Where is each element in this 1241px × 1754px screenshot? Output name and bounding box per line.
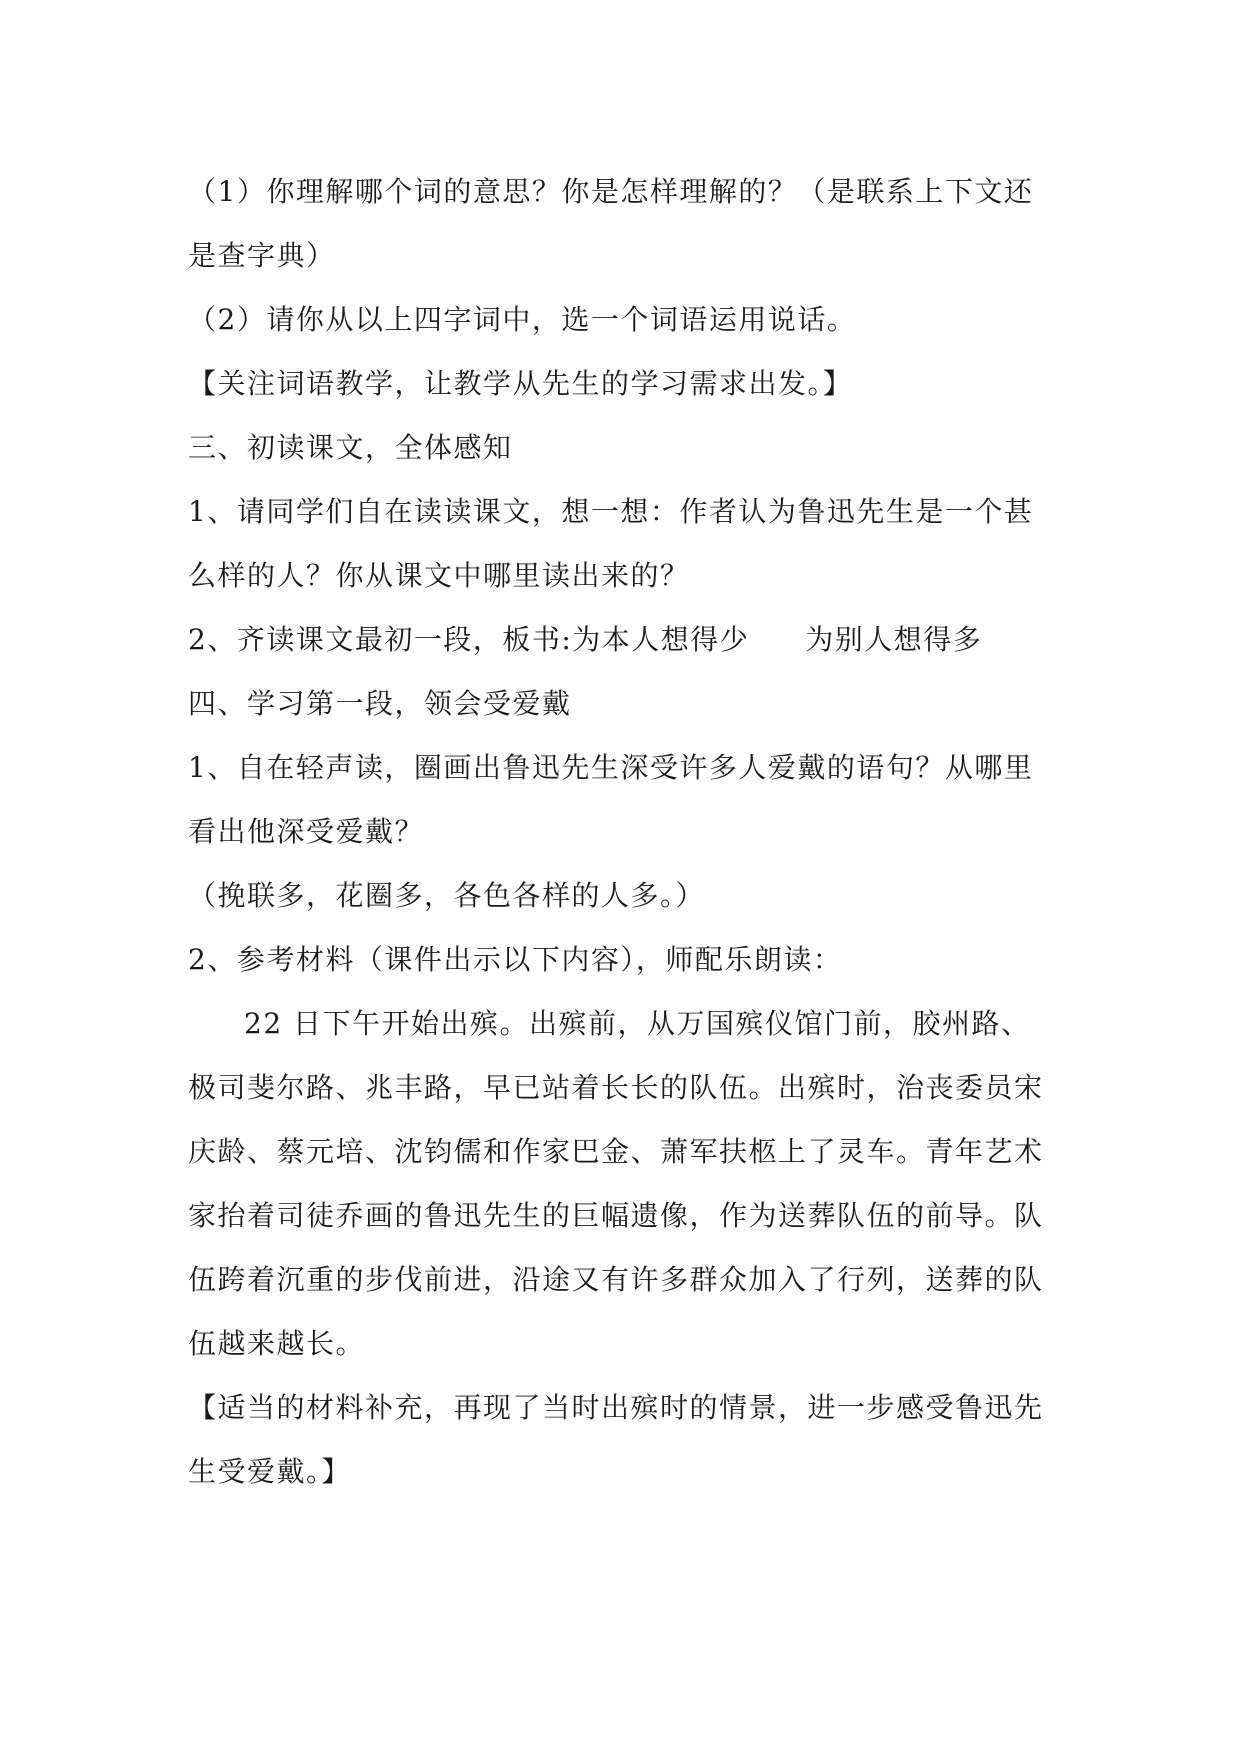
section-4-answer: （挽联多，花圈多，各色各样的人多。） [188, 879, 706, 912]
teaching-note-2-line-1: 【适当的材料补充，再现了当时出殡时的情景，进一步感受鲁迅先 [188, 1391, 1044, 1424]
material-line-4: 家抬着司徒乔画的鲁迅先生的巨幅遗像，作为送葬队伍的前导。队 [188, 1199, 1044, 1232]
question-1-line-2: 是查字典） [188, 239, 336, 272]
section-3-heading: 三、初读课文，全体感知 [188, 431, 513, 464]
question-2: （2）请你从以上四字词中，选一个词语运用说话。 [188, 303, 857, 336]
section-4-item-2: 2、参考材料（课件出示以下内容），师配乐朗读： [188, 943, 843, 976]
blackboard-text-right: 为别人想得多 [805, 623, 983, 656]
section-3-item-1-line-2: 么样的人？你从课文中哪里读出来的？ [188, 559, 690, 592]
section-4-heading: 四、学习第一段，领会受爱戴 [188, 687, 572, 720]
material-line-6: 伍越来越长。 [188, 1327, 366, 1360]
question-1-line-1: （1）你理解哪个词的意思？你是怎样理解的？（是联系上下文还 [188, 175, 1034, 208]
section-4-item-1-line-2: 看出他深受爱戴？ [188, 815, 425, 848]
material-line-3: 庆龄、蔡元培、沈钧儒和作家巴金、萧军扶柩上了灵车。青年艺术 [188, 1135, 1044, 1168]
document-body [188, 160, 1058, 1504]
section-3-item-2 [188, 608, 1058, 672]
section-4-item-1-line-1: 1、自在轻声读，圈画出鲁迅先生深受许多人爱戴的语句？从哪里 [188, 751, 1034, 784]
material-line-1: 22 日下午开始出殡。出殡前，从万国殡仪馆门前，胶州路、 [244, 1007, 1031, 1040]
teaching-note-1: 【关注词语教学，让教学从先生的学习需求出发。】 [188, 367, 853, 400]
teaching-note-2-line-2: 生受爱戴。】 [188, 1455, 352, 1488]
material-line-2: 极司斐尔路、兆丰路，早已站着长长的队伍。出殡时，治丧委员宋 [188, 1071, 1044, 1104]
section-3-item-1-line-1: 1、请同学们自在读读课文，想一想：作者认为鲁迅先生是一个甚 [188, 495, 1034, 528]
material-line-5: 伍跨着沉重的步伐前进，沿途又有许多群众加入了行列，送葬的队 [188, 1263, 1044, 1296]
blackboard-text-left: 2、齐读课文最初一段，板书:为本人想得少 [188, 623, 750, 656]
